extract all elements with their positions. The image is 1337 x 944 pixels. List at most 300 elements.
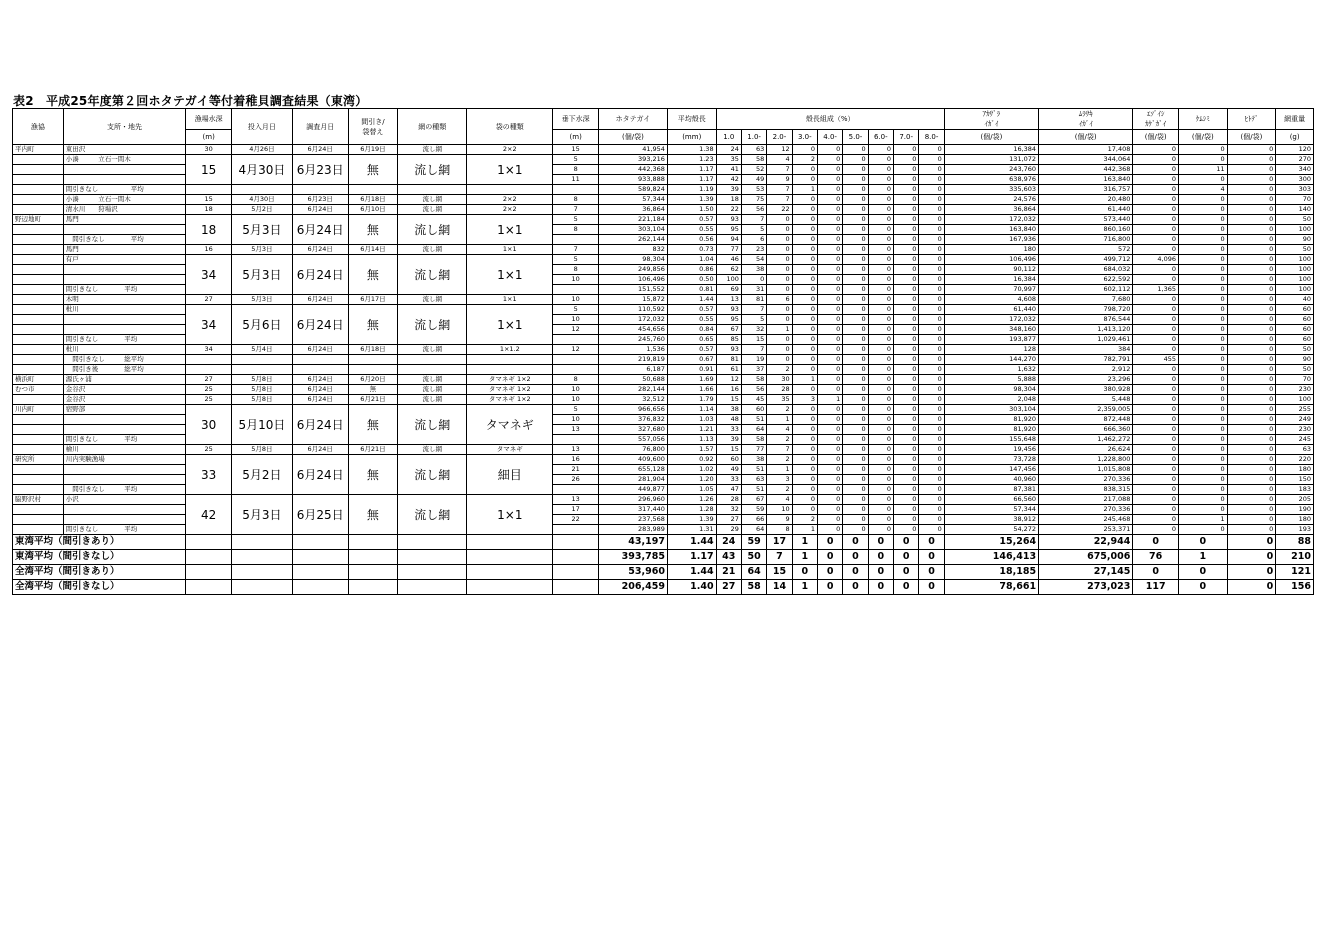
amijuryo-cell: 249 [1276,415,1314,425]
hotate-cell: 98,304 [599,255,668,265]
bin-cell: 0 [868,435,893,445]
ami-cell: 流し網 [398,405,467,445]
chosa-cell: 6月24日 [292,145,348,155]
bin-cell: 0 [843,455,868,465]
bin-cell: 0 [894,225,919,235]
ami-cell: 流し網 [398,495,467,535]
fukuro-cell: 細目 [467,455,553,495]
bin-cell: 2 [767,435,792,445]
bin-cell: 12 [716,375,741,385]
bin-cell: 1 [767,325,792,335]
kemushi-cell: 0 [1178,255,1227,265]
fukuro-cell: 1×1 [467,305,553,345]
bin-cell: 95 [716,315,741,325]
total-row [13,580,1314,595]
bin-cell: 45 [741,395,766,405]
bin-cell: 0 [792,195,817,205]
bin-cell: 7 [767,165,792,175]
amijuryo-cell: 88 [1276,535,1314,550]
ezoishi-cell: 4,096 [1133,255,1179,265]
bin-cell: 43 [716,550,741,565]
empty-cell [467,565,553,580]
bin-cell: 49 [741,175,766,185]
chosa-cell: 6月24日 [292,445,348,455]
bin-cell: 95 [716,225,741,235]
bin-cell: 0 [919,565,944,580]
bin-cell: 9 [767,515,792,525]
bin-cell: 0 [817,505,842,515]
akazara-cell: 131,072 [944,155,1038,165]
bin-cell: 0 [919,245,944,255]
bin-cell: 63 [741,475,766,485]
bin-3: 3.0- [792,130,817,145]
bin-cell: 56 [741,385,766,395]
table-body [13,145,1314,595]
amijuryo-cell: 90 [1276,235,1314,245]
col-kakucho: 殻長組成（%） [716,109,944,130]
bin-cell: 93 [716,215,741,225]
kemushi-cell: 0 [1178,485,1227,495]
amijuryo-cell: 60 [1276,315,1314,325]
bin-cell: 0 [767,215,792,225]
bin-cell: 1 [792,375,817,385]
mabiki-cell: 無 [348,455,398,495]
bin-cell: 0 [868,565,893,580]
murasaki-cell: 253,371 [1039,525,1133,535]
murasaki-cell: 273,023 [1039,580,1133,595]
amijuryo-cell: 245 [1276,435,1314,445]
ezoishi-cell: 0 [1133,265,1179,275]
shisho-cell: 金谷沢 [63,395,186,405]
shisho-cell: 清水川 狩場沢 [63,205,186,215]
bin-cell: 0 [817,195,842,205]
bin-cell: 0 [868,505,893,515]
akazara-cell: 24,576 [944,195,1038,205]
hitode-cell: 0 [1227,205,1276,215]
hotate-cell: 281,904 [599,475,668,485]
col-chosa: 調査月日 [292,109,348,145]
gyokyo-cell [13,515,64,525]
bin-cell: 0 [792,565,817,580]
ezoishi-cell: 0 [1133,185,1179,195]
amijuryo-cell: 100 [1276,285,1314,295]
mabiki-cell: 6月21日 [348,445,398,455]
heikin-cell: 1.20 [667,475,716,485]
hotate-cell: 15,872 [599,295,668,305]
empty-cell [232,550,293,565]
bin-cell: 0 [919,395,944,405]
bin-cell: 0 [868,255,893,265]
hitode-cell: 0 [1227,285,1276,295]
bin-cell: 81 [716,355,741,365]
bin-cell: 0 [817,145,842,155]
bin-cell: 0 [817,175,842,185]
bin-cell: 0 [843,525,868,535]
bin-cell: 0 [843,185,868,195]
total-label: 東湾平均（間引きなし） [13,550,186,565]
chosa-cell: 6月24日 [292,375,348,385]
bin-5: 5.0- [843,130,868,145]
gyokyo-cell: 研究所 [13,455,64,465]
suishin-cell [553,335,599,345]
toka-cell: 5月8日 [232,375,293,385]
kemushi-cell: 0 [1178,435,1227,445]
depth-cell: 18 [186,215,232,245]
bin-cell: 0 [868,385,893,395]
bin-cell: 0 [919,305,944,315]
kemushi-cell: 0 [1178,405,1227,415]
amijuryo-cell: 100 [1276,275,1314,285]
hitode-cell: 0 [1227,345,1276,355]
fukuro-cell: 1×1 [467,295,553,305]
murasaki-cell: 1,462,272 [1039,435,1133,445]
ezoishi-cell: 0 [1133,365,1179,375]
fukuro-cell [467,365,553,375]
suishin-cell: 17 [553,505,599,515]
amijuryo-cell: 340 [1276,165,1314,175]
kemushi-cell: 0 [1178,215,1227,225]
bin-cell: 0 [894,175,919,185]
amijuryo-cell: 120 [1276,145,1314,155]
bin-cell: 32 [716,505,741,515]
ami-cell [398,365,467,375]
hotate-cell: 36,864 [599,205,668,215]
amijuryo-cell: 60 [1276,335,1314,345]
bin-cell: 0 [894,475,919,485]
murasaki-cell: 602,112 [1039,285,1133,295]
fukuro-cell [467,185,553,195]
amijuryo-cell: 205 [1276,495,1314,505]
bin-cell: 9 [767,175,792,185]
bin-cell: 0 [817,235,842,245]
bin-cell: 0 [868,405,893,415]
akazara-cell: 15,264 [944,535,1038,550]
suishin-cell: 5 [553,215,599,225]
bin-cell: 0 [868,445,893,455]
suishin-cell [553,485,599,495]
bin-cell: 0 [843,155,868,165]
shisho-cell: 檜川 [63,445,186,455]
kemushi-cell: 0 [1178,235,1227,245]
bin-cell: 6 [741,235,766,245]
shisho-cell: 東田沢 [63,145,186,155]
depth-cell: 15 [186,155,232,185]
bin-cell: 0 [868,525,893,535]
bin-cell: 0 [894,325,919,335]
bin-cell: 0 [792,505,817,515]
amijuryo-cell: 60 [1276,305,1314,315]
table-row [13,385,1314,395]
bin-cell: 29 [716,525,741,535]
akazara-cell: 172,032 [944,315,1038,325]
hotate-cell: 32,512 [599,395,668,405]
mabiki-cell: 無 [348,255,398,295]
unit-murasaki: (個/袋) [1039,130,1133,145]
hitode-cell: 0 [1227,385,1276,395]
bin-2: 2.0- [767,130,792,145]
empty-cell [467,580,553,595]
heikin-cell: 1.31 [667,525,716,535]
ami-cell: 流し網 [398,345,467,355]
table-row [13,215,1314,225]
chosa-cell: 6月24日 [292,295,348,305]
bin-cell: 59 [741,535,766,550]
col-suishin: 垂下水深 [553,109,599,130]
bin-cell: 30 [767,375,792,385]
table-row [13,145,1314,155]
ezoishi-cell: 0 [1133,155,1179,165]
ami-cell: 流し網 [398,455,467,495]
akazara-cell: 4,608 [944,295,1038,305]
bin-cell: 4 [767,495,792,505]
chosa-cell: 6月23日 [292,155,348,185]
kemushi-cell: 0 [1178,525,1227,535]
akazara-cell: 146,413 [944,550,1038,565]
akazara-cell: 73,728 [944,455,1038,465]
akazara-cell: 19,456 [944,445,1038,455]
chosa-cell: 6月24日 [292,345,348,355]
bin-cell: 38 [716,405,741,415]
fukuro-cell: 1×1 [467,155,553,185]
bin-cell: 56 [741,205,766,215]
bin-cell: 100 [716,275,741,285]
bin-cell: 1 [792,580,817,595]
hitode-cell: 0 [1227,515,1276,525]
hitode-cell: 0 [1227,535,1276,550]
akazara-cell: 180 [944,245,1038,255]
bin-cell: 0 [843,325,868,335]
toka-cell: 5月10日 [232,405,293,445]
suishin-cell: 11 [553,175,599,185]
heikin-cell: 1.38 [667,145,716,155]
bin-cell: 0 [817,305,842,315]
heikin-cell: 1.28 [667,505,716,515]
heikin-cell: 0.67 [667,355,716,365]
akazara-cell: 155,648 [944,435,1038,445]
bin-cell: 0 [868,295,893,305]
bin-cell: 0 [843,235,868,245]
heikin-cell: 0.86 [667,265,716,275]
bin-cell: 0 [817,185,842,195]
ami-cell [398,185,467,195]
ezoishi-cell: 0 [1133,245,1179,255]
ezoishi-cell: 0 [1133,405,1179,415]
bin-cell: 0 [843,495,868,505]
ezoishi-cell: 0 [1133,515,1179,525]
gyokyo-cell [13,175,64,185]
gyokyo-cell [13,465,64,475]
hitode-cell: 0 [1227,375,1276,385]
ezoishi-cell: 0 [1133,535,1179,550]
gyokyo-cell [13,185,64,195]
hotate-cell: 966,656 [599,405,668,415]
empty-cell [186,550,232,565]
hitode-cell: 0 [1227,435,1276,445]
gyokyo-cell [13,195,64,205]
hitode-cell: 0 [1227,295,1276,305]
bin-cell: 0 [843,275,868,285]
fukuro-cell: 2×2 [467,195,553,205]
bin-cell: 0 [868,195,893,205]
bin-cell: 0 [817,375,842,385]
bin-cell: 0 [894,525,919,535]
heikin-cell: 1.13 [667,435,716,445]
table-row [13,355,1314,365]
fukuro-cell: タマネギ 1×2 [467,385,553,395]
kemushi-cell: 0 [1178,495,1227,505]
bin-cell: 23 [741,245,766,255]
murasaki-cell: 245,468 [1039,515,1133,525]
akazara-cell: 54,272 [944,525,1038,535]
kemushi-cell: 0 [1178,415,1227,425]
bin-cell: 15 [741,335,766,345]
ezoishi-cell: 0 [1133,495,1179,505]
akazara-cell: 348,160 [944,325,1038,335]
hitode-cell: 0 [1227,355,1276,365]
bin-cell: 58 [741,580,766,595]
bin-cell: 0 [817,445,842,455]
kemushi-cell: 0 [1178,145,1227,155]
hotate-cell: 53,960 [599,565,668,580]
bin-cell: 28 [767,385,792,395]
gyokyo-cell [13,245,64,255]
shisho-cell [63,175,186,185]
bin-cell: 0 [919,485,944,495]
bin-cell: 7 [741,305,766,315]
bin-cell: 60 [716,455,741,465]
bin-cell: 1 [767,415,792,425]
kemushi-cell: 0 [1178,505,1227,515]
unit-ezoishi: (個/袋) [1133,130,1179,145]
gyokyo-cell [13,435,64,445]
amijuryo-cell: 70 [1276,375,1314,385]
bin-cell: 0 [919,580,944,595]
ezoishi-cell: 0 [1133,325,1179,335]
bin-cell: 0 [843,145,868,155]
bin-cell: 0 [894,285,919,295]
hitode-cell: 0 [1227,365,1276,375]
fukuro-cell: タマネギ [467,405,553,445]
hitode-cell: 0 [1227,215,1276,225]
bin-cell: 0 [919,215,944,225]
bin-cell: 0 [868,355,893,365]
bin-cell: 0 [868,305,893,315]
bin-cell: 33 [716,425,741,435]
mabiki-cell [348,365,398,375]
hitode-cell: 0 [1227,395,1276,405]
murasaki-cell: 499,712 [1039,255,1133,265]
fukuro-cell [467,355,553,365]
bin-cell: 0 [792,355,817,365]
empty-cell [232,580,293,595]
ami-cell: 流し網 [398,255,467,295]
bin-cell: 0 [792,345,817,355]
shisho-cell: 間引きなし 平均 [63,285,186,295]
akazara-cell: 172,032 [944,215,1038,225]
bin-cell: 0 [894,145,919,155]
bin-cell: 0 [843,225,868,235]
gyokyo-cell: 野辺地町 [13,215,64,225]
akazara-cell: 193,877 [944,335,1038,345]
kemushi-cell: 0 [1178,565,1227,580]
akazara-cell: 40,960 [944,475,1038,485]
hitode-cell: 0 [1227,405,1276,415]
bin-cell: 41 [716,165,741,175]
col-fukuro: 袋の種類 [467,109,553,145]
bin-cell: 0 [894,535,919,550]
kemushi-cell: 0 [1178,580,1227,595]
chosa-cell: 6月24日 [292,245,348,255]
empty-cell [186,535,232,550]
bin-cell: 0 [894,185,919,195]
suishin-cell: 15 [553,145,599,155]
bin-cell: 0 [919,255,944,265]
amijuryo-cell: 230 [1276,385,1314,395]
bin-cell: 0 [792,225,817,235]
bin-cell: 0 [868,580,893,595]
bin-cell: 0 [868,535,893,550]
bin-cell: 7 [767,445,792,455]
amijuryo-cell: 100 [1276,225,1314,235]
table-row [13,295,1314,305]
bin-cell: 0 [817,315,842,325]
murasaki-cell: 666,360 [1039,425,1133,435]
kemushi-cell: 0 [1178,245,1227,255]
amijuryo-cell: 220 [1276,455,1314,465]
kemushi-cell: 0 [1178,395,1227,405]
bin-cell: 53 [741,185,766,195]
ezoishi-cell: 0 [1133,305,1179,315]
chosa-cell: 6月24日 [292,255,348,295]
murasaki-cell: 2,912 [1039,365,1133,375]
fukuro-cell: タマネギ 1×2 [467,375,553,385]
amijuryo-cell: 255 [1276,405,1314,415]
heikin-cell: 1.02 [667,465,716,475]
bin-cell: 12 [767,145,792,155]
amijuryo-cell: 183 [1276,485,1314,495]
amijuryo-cell: 210 [1276,550,1314,565]
mabiki-cell: 6月14日 [348,245,398,255]
bin-cell: 81 [741,295,766,305]
bin-cell: 10 [767,505,792,515]
empty-cell [348,535,398,550]
shisho-cell [63,425,186,435]
bin-cell: 0 [894,205,919,215]
hotate-cell: 151,552 [599,285,668,295]
gyokyo-cell: むつ市 [13,385,64,395]
bin-cell: 0 [792,275,817,285]
depth-cell: 34 [186,345,232,355]
ezoishi-cell: 0 [1133,395,1179,405]
heikin-cell: 0.57 [667,345,716,355]
murasaki-cell: 5,448 [1039,395,1133,405]
amijuryo-cell: 60 [1276,325,1314,335]
bin-cell: 0 [919,195,944,205]
murasaki-cell: 7,680 [1039,295,1133,305]
heikin-cell: 1.44 [667,295,716,305]
gyokyo-cell [13,365,64,375]
suishin-cell [553,365,599,375]
table-row [13,395,1314,405]
ezoishi-cell: 0 [1133,205,1179,215]
shisho-cell: 間引きなし 平均 [63,485,186,495]
murasaki-cell: 782,791 [1039,355,1133,365]
bin-cell: 64 [741,425,766,435]
bin-cell: 93 [716,345,741,355]
bin-cell: 0 [894,580,919,595]
ezoishi-cell: 0 [1133,335,1179,345]
bin-cell: 0 [817,345,842,355]
